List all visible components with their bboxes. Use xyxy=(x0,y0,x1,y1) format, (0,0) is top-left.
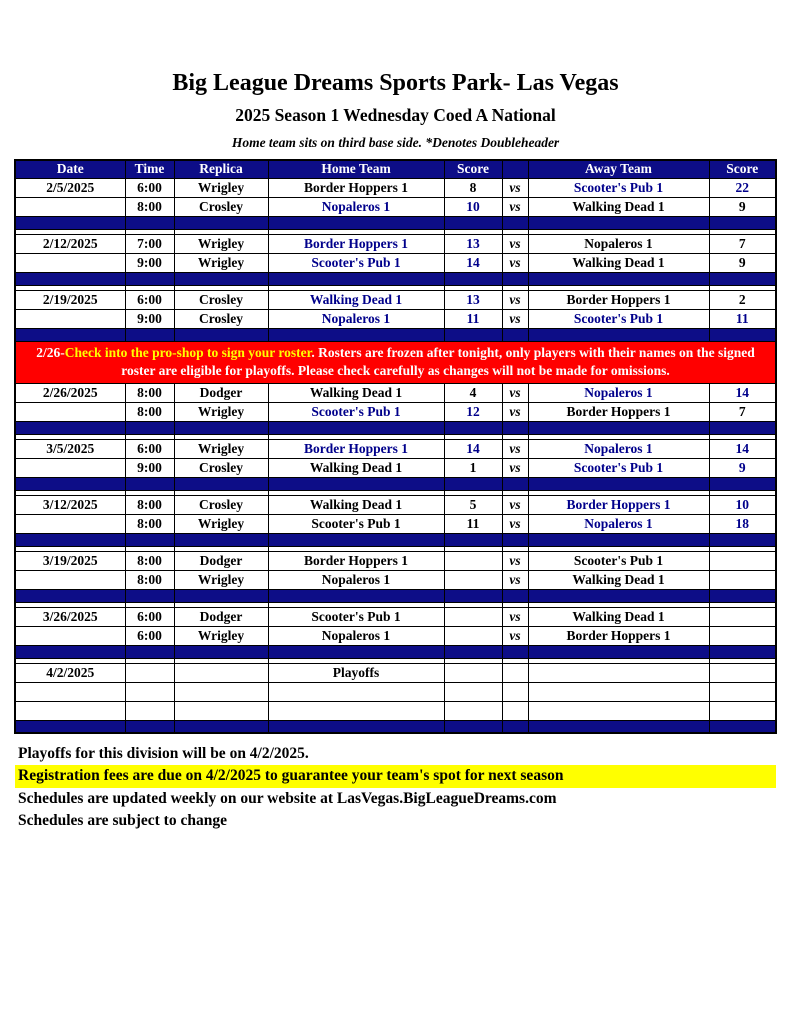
cell-blank xyxy=(709,421,776,434)
cell-blank xyxy=(174,329,268,342)
cell-replica: Wrigley xyxy=(174,626,268,645)
cell-home-score xyxy=(444,607,502,626)
cell-home-team: Border Hoppers 1 xyxy=(268,179,444,198)
cell-home-score xyxy=(444,551,502,570)
cell-replica: Wrigley xyxy=(174,254,268,273)
cell-home-team: Border Hoppers 1 xyxy=(268,439,444,458)
cell-home-score: 13 xyxy=(444,235,502,254)
roster-notice xyxy=(15,342,776,383)
cell-time: 6:00 xyxy=(125,626,174,645)
cell-blank xyxy=(15,701,125,720)
cell-away-score: 9 xyxy=(709,254,776,273)
cell-home-score: 13 xyxy=(444,291,502,310)
game-row xyxy=(15,310,776,329)
cell-time: 8:00 xyxy=(125,198,174,217)
cell-blank xyxy=(268,645,444,658)
cell-home-team: Nopaleros 1 xyxy=(268,198,444,217)
cell-replica: Wrigley xyxy=(174,235,268,254)
cell-blank xyxy=(125,329,174,342)
cell-vs xyxy=(502,663,528,682)
cell-blank xyxy=(125,720,174,733)
cell-blank xyxy=(15,273,125,286)
header-away-score: Score xyxy=(709,160,776,179)
cell-replica: Dodger xyxy=(174,607,268,626)
cell-replica: Wrigley xyxy=(174,570,268,589)
cell-date: 3/19/2025 xyxy=(15,551,125,570)
cell-replica: Crosley xyxy=(174,310,268,329)
footer-playoffs-note: Playoffs for this division will be on 4/2/2025. xyxy=(18,745,309,763)
game-row xyxy=(15,551,776,570)
cell-vs: vs xyxy=(502,458,528,477)
cell-blank xyxy=(444,329,502,342)
cell-blank xyxy=(268,589,444,602)
cell-away-team: Nopaleros 1 xyxy=(528,439,709,458)
cell-away-score: 2 xyxy=(709,291,776,310)
cell-away-team: Nopaleros 1 xyxy=(528,383,709,402)
header-row xyxy=(15,160,776,179)
cell-date xyxy=(15,458,125,477)
cell-away-team xyxy=(528,663,709,682)
cell-time: 6:00 xyxy=(125,607,174,626)
cell-away-team: Border Hoppers 1 xyxy=(528,626,709,645)
cell-blank xyxy=(444,273,502,286)
cell-vs: vs xyxy=(502,514,528,533)
cell-replica: Crosley xyxy=(174,495,268,514)
cell-away-team: Border Hoppers 1 xyxy=(528,402,709,421)
cell-home-team: Scooter's Pub 1 xyxy=(268,607,444,626)
cell-away-score: 14 xyxy=(709,383,776,402)
cell-blank xyxy=(709,329,776,342)
game-row xyxy=(15,570,776,589)
header-replica: Replica xyxy=(174,160,268,179)
cell-blank xyxy=(174,421,268,434)
cell-blank xyxy=(268,217,444,230)
cell-replica: Crosley xyxy=(174,458,268,477)
spacer-row xyxy=(15,273,776,286)
cell-blank xyxy=(15,477,125,490)
cell-away-team: Scooter's Pub 1 xyxy=(528,179,709,198)
cell-time: 6:00 xyxy=(125,439,174,458)
cell-away-score xyxy=(709,626,776,645)
cell-away-score xyxy=(709,551,776,570)
cell-home-team: Nopaleros 1 xyxy=(268,570,444,589)
cell-blank xyxy=(125,217,174,230)
cell-away-team: Border Hoppers 1 xyxy=(528,291,709,310)
footer-website-note: Schedules are updated weekly on our website at LasVegas.BigLeagueDreams.com xyxy=(18,789,557,807)
cell-date: 2/26/2025 xyxy=(15,383,125,402)
cell-blank xyxy=(174,217,268,230)
cell-replica: Dodger xyxy=(174,383,268,402)
cell-away-score: 9 xyxy=(709,458,776,477)
cell-blank xyxy=(444,682,502,701)
header-home-team: Home Team xyxy=(268,160,444,179)
cell-replica: Crosley xyxy=(174,291,268,310)
cell-date: 4/2/2025 xyxy=(15,663,125,682)
cell-vs: vs xyxy=(502,551,528,570)
cell-home-score xyxy=(444,570,502,589)
cell-blank xyxy=(125,645,174,658)
cell-blank xyxy=(174,645,268,658)
game-row xyxy=(15,495,776,514)
cell-blank xyxy=(268,273,444,286)
cell-blank xyxy=(528,421,709,434)
cell-blank xyxy=(709,273,776,286)
cell-home-team: Nopaleros 1 xyxy=(268,626,444,645)
cell-home-score: 8 xyxy=(444,179,502,198)
cell-blank xyxy=(174,589,268,602)
cell-blank xyxy=(15,533,125,546)
cell-blank xyxy=(444,589,502,602)
cell-home-team: Walking Dead 1 xyxy=(268,458,444,477)
cell-blank xyxy=(502,533,528,546)
game-row xyxy=(15,383,776,402)
cell-blank xyxy=(502,217,528,230)
cell-away-score xyxy=(709,663,776,682)
cell-blank xyxy=(15,720,125,733)
cell-home-score: 5 xyxy=(444,495,502,514)
cell-blank xyxy=(15,421,125,434)
cell-blank xyxy=(125,273,174,286)
cell-time: 9:00 xyxy=(125,254,174,273)
cell-blank xyxy=(528,682,709,701)
cell-blank xyxy=(174,720,268,733)
cell-blank xyxy=(15,217,125,230)
notice-rest: . Rosters are frozen after tonight, only players with their names on the signed roster are eligible for playoffs. Please check carefully as changes will not be made for omissions. xyxy=(121,345,755,379)
cell-blank xyxy=(444,701,502,720)
cell-blank xyxy=(709,589,776,602)
cell-home-team: Nopaleros 1 xyxy=(268,310,444,329)
cell-date: 3/26/2025 xyxy=(15,607,125,626)
game-row xyxy=(15,254,776,273)
cell-vs: vs xyxy=(502,402,528,421)
game-row xyxy=(15,402,776,421)
cell-time: 6:00 xyxy=(125,291,174,310)
cell-away-team: Walking Dead 1 xyxy=(528,570,709,589)
cell-vs: vs xyxy=(502,495,528,514)
cell-blank xyxy=(502,720,528,733)
cell-away-score: 7 xyxy=(709,235,776,254)
cell-blank xyxy=(125,533,174,546)
header-time: Time xyxy=(125,160,174,179)
game-row xyxy=(15,439,776,458)
cell-blank xyxy=(528,273,709,286)
cell-blank xyxy=(174,477,268,490)
empty-row xyxy=(15,682,776,701)
cell-vs: vs xyxy=(502,179,528,198)
cell-away-score: 9 xyxy=(709,198,776,217)
cell-blank xyxy=(174,533,268,546)
cell-time: 7:00 xyxy=(125,235,174,254)
cell-time: 9:00 xyxy=(125,458,174,477)
cell-home-score: 14 xyxy=(444,254,502,273)
cell-blank xyxy=(444,217,502,230)
cell-blank xyxy=(125,421,174,434)
cell-blank xyxy=(444,720,502,733)
spacer-row xyxy=(15,477,776,490)
cell-home-team: Border Hoppers 1 xyxy=(268,235,444,254)
cell-time: 8:00 xyxy=(125,570,174,589)
cell-blank xyxy=(709,645,776,658)
cell-home-team: Walking Dead 1 xyxy=(268,495,444,514)
cell-home-score: 12 xyxy=(444,402,502,421)
cell-home-team: Walking Dead 1 xyxy=(268,291,444,310)
cell-time: 8:00 xyxy=(125,514,174,533)
page-title: Big League Dreams Sports Park- Las Vegas xyxy=(172,70,619,96)
cell-away-score: 14 xyxy=(709,439,776,458)
page-subtitle: 2025 Season 1 Wednesday Coed A National xyxy=(235,104,556,125)
cell-blank xyxy=(15,589,125,602)
cell-blank xyxy=(174,682,268,701)
cell-vs: vs xyxy=(502,570,528,589)
cell-date: 2/5/2025 xyxy=(15,179,125,198)
cell-home-team: Border Hoppers 1 xyxy=(268,551,444,570)
cell-blank xyxy=(528,533,709,546)
cell-home-score xyxy=(444,626,502,645)
cell-blank xyxy=(528,720,709,733)
cell-blank xyxy=(502,273,528,286)
cell-vs: vs xyxy=(502,198,528,217)
game-row xyxy=(15,235,776,254)
cell-vs: vs xyxy=(502,235,528,254)
header-vs xyxy=(502,160,528,179)
cell-blank xyxy=(268,720,444,733)
cell-date xyxy=(15,626,125,645)
footer-registration-note: Registration fees are due on 4/2/2025 to guarantee your team's spot for next season xyxy=(15,765,776,787)
cell-date xyxy=(15,402,125,421)
cell-blank xyxy=(502,682,528,701)
spacer-row xyxy=(15,217,776,230)
cell-time xyxy=(125,663,174,682)
cell-date xyxy=(15,514,125,533)
cell-home-team: Scooter's Pub 1 xyxy=(268,254,444,273)
cell-home-score: 4 xyxy=(444,383,502,402)
cell-date xyxy=(15,570,125,589)
cell-blank xyxy=(268,477,444,490)
cell-time: 8:00 xyxy=(125,402,174,421)
cell-replica: Wrigley xyxy=(174,514,268,533)
cell-vs: vs xyxy=(502,626,528,645)
cell-away-score: 18 xyxy=(709,514,776,533)
cell-away-team: Walking Dead 1 xyxy=(528,198,709,217)
cell-vs: vs xyxy=(502,291,528,310)
cell-blank xyxy=(268,421,444,434)
cell-blank xyxy=(528,589,709,602)
game-row xyxy=(15,179,776,198)
game-row xyxy=(15,291,776,310)
cell-home-team: Playoffs xyxy=(268,663,444,682)
schedule-table xyxy=(14,159,777,734)
cell-away-score: 10 xyxy=(709,495,776,514)
cell-blank xyxy=(502,421,528,434)
cell-blank xyxy=(15,329,125,342)
header-home-score: Score xyxy=(444,160,502,179)
schedule-table-body xyxy=(15,179,776,733)
cell-blank xyxy=(268,533,444,546)
game-row xyxy=(15,607,776,626)
spacer-row xyxy=(15,589,776,602)
cell-vs: vs xyxy=(502,607,528,626)
game-row xyxy=(15,626,776,645)
cell-away-team: Scooter's Pub 1 xyxy=(528,458,709,477)
cell-blank xyxy=(528,645,709,658)
cell-blank xyxy=(709,217,776,230)
cell-blank xyxy=(125,701,174,720)
footer-notes xyxy=(15,743,776,833)
cell-date xyxy=(15,198,125,217)
cell-date: 3/12/2025 xyxy=(15,495,125,514)
cell-away-score: 11 xyxy=(709,310,776,329)
cell-home-team: Walking Dead 1 xyxy=(268,383,444,402)
cell-blank xyxy=(502,645,528,658)
cell-blank xyxy=(444,421,502,434)
cell-blank xyxy=(268,682,444,701)
cell-date: 2/19/2025 xyxy=(15,291,125,310)
final-row xyxy=(15,720,776,733)
cell-replica: Dodger xyxy=(174,551,268,570)
cell-blank xyxy=(174,273,268,286)
cell-replica: Wrigley xyxy=(174,439,268,458)
cell-vs: vs xyxy=(502,439,528,458)
cell-vs: vs xyxy=(502,383,528,402)
cell-blank xyxy=(125,589,174,602)
spacer-row xyxy=(15,329,776,342)
cell-blank xyxy=(15,682,125,701)
cell-date: 3/5/2025 xyxy=(15,439,125,458)
cell-time: 8:00 xyxy=(125,495,174,514)
cell-blank xyxy=(268,329,444,342)
notice-highlight: Check into the pro-shop to sign your roster xyxy=(64,345,312,361)
playoffs-row xyxy=(15,663,776,682)
cell-blank xyxy=(15,645,125,658)
cell-replica: Wrigley xyxy=(174,179,268,198)
cell-time: 6:00 xyxy=(125,179,174,198)
spacer-row xyxy=(15,421,776,434)
footer-change-note: Schedules are subject to change xyxy=(18,812,227,830)
cell-blank xyxy=(528,217,709,230)
cell-away-team: Scooter's Pub 1 xyxy=(528,310,709,329)
cell-blank xyxy=(444,533,502,546)
cell-away-team: Walking Dead 1 xyxy=(528,607,709,626)
cell-blank xyxy=(444,477,502,490)
game-row xyxy=(15,458,776,477)
cell-blank xyxy=(528,477,709,490)
schedule-table-header xyxy=(15,160,776,179)
game-row xyxy=(15,198,776,217)
cell-blank xyxy=(444,645,502,658)
cell-time: 9:00 xyxy=(125,310,174,329)
cell-blank xyxy=(502,701,528,720)
cell-blank xyxy=(502,477,528,490)
cell-home-score xyxy=(444,663,502,682)
notice-prefix: 2/26- xyxy=(36,345,65,361)
cell-time: 8:00 xyxy=(125,383,174,402)
cell-home-score: 10 xyxy=(444,198,502,217)
cell-replica: Crosley xyxy=(174,198,268,217)
cell-away-score: 22 xyxy=(709,179,776,198)
cell-away-score xyxy=(709,607,776,626)
cell-blank xyxy=(528,701,709,720)
cell-date xyxy=(15,310,125,329)
empty-row xyxy=(15,701,776,720)
cell-blank xyxy=(709,477,776,490)
cell-home-score: 14 xyxy=(444,439,502,458)
cell-blank xyxy=(709,682,776,701)
cell-away-team: Scooter's Pub 1 xyxy=(528,551,709,570)
cell-blank xyxy=(268,701,444,720)
cell-away-team: Nopaleros 1 xyxy=(528,514,709,533)
cell-home-team: Scooter's Pub 1 xyxy=(268,514,444,533)
cell-away-score xyxy=(709,570,776,589)
cell-vs: vs xyxy=(502,310,528,329)
cell-replica xyxy=(174,663,268,682)
cell-date xyxy=(15,254,125,273)
cell-away-team: Nopaleros 1 xyxy=(528,235,709,254)
cell-blank xyxy=(528,329,709,342)
cell-vs: vs xyxy=(502,254,528,273)
cell-blank xyxy=(174,701,268,720)
cell-away-score: 7 xyxy=(709,402,776,421)
spacer-row xyxy=(15,645,776,658)
cell-blank xyxy=(709,533,776,546)
cell-home-score: 11 xyxy=(444,310,502,329)
cell-blank xyxy=(709,701,776,720)
cell-blank xyxy=(709,720,776,733)
game-row xyxy=(15,514,776,533)
cell-date: 2/12/2025 xyxy=(15,235,125,254)
spacer-row xyxy=(15,533,776,546)
cell-blank xyxy=(125,477,174,490)
cell-blank xyxy=(125,682,174,701)
cell-blank xyxy=(502,589,528,602)
header-date: Date xyxy=(15,160,125,179)
notice-row xyxy=(15,342,776,383)
cell-away-team: Border Hoppers 1 xyxy=(528,495,709,514)
header-away-team: Away Team xyxy=(528,160,709,179)
cell-away-team: Walking Dead 1 xyxy=(528,254,709,273)
cell-blank xyxy=(502,329,528,342)
cell-time: 8:00 xyxy=(125,551,174,570)
page-tagline: Home team sits on third base side. *Denotes Doubleheader xyxy=(231,134,560,150)
cell-home-team: Scooter's Pub 1 xyxy=(268,402,444,421)
cell-home-score: 11 xyxy=(444,514,502,533)
cell-replica: Wrigley xyxy=(174,402,268,421)
cell-home-score: 1 xyxy=(444,458,502,477)
